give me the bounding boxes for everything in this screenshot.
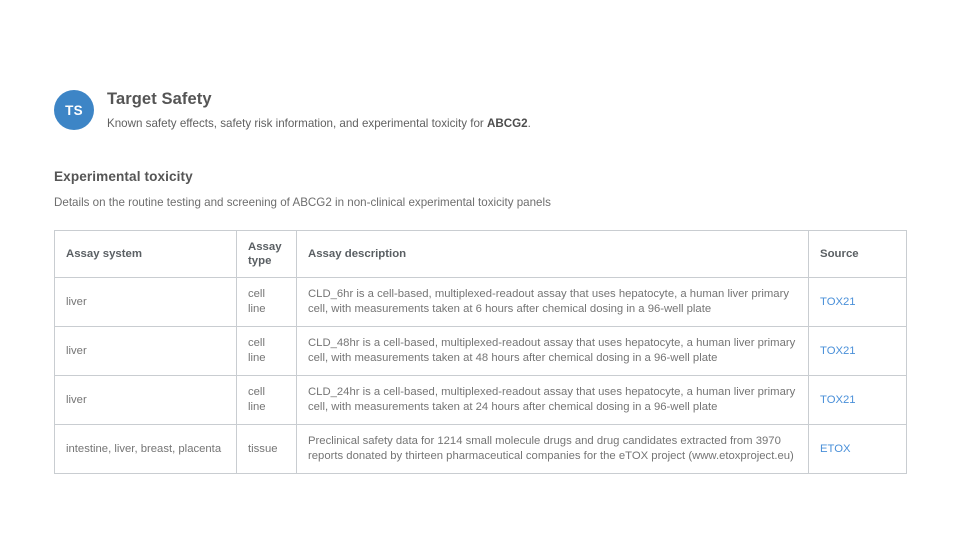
panel-subtitle-prefix: Known safety effects, safety risk information, and experimental toxicity for — [107, 117, 487, 130]
panel-header-text — [107, 88, 531, 131]
cell-source — [809, 278, 907, 327]
avatar: TS — [54, 90, 94, 130]
table-header-row — [55, 231, 907, 278]
column-header-assay-type: Assay type — [237, 231, 297, 278]
source-link[interactable]: ETOX — [820, 442, 851, 455]
page-title: Target Safety — [107, 90, 212, 108]
table-row — [55, 327, 907, 376]
panel-subtitle-target: ABCG2 — [486, 117, 528, 130]
source-link[interactable]: TOX21 — [820, 295, 856, 308]
source-link[interactable]: TOX21 — [820, 344, 856, 357]
section-title: Experimental toxicity — [54, 169, 193, 184]
cell-assay-system: liver — [55, 278, 237, 327]
cell-assay-description: Preclinical safety data for 1214 small molecule drugs and drug candidates extracted from 3970 reports donated by thirteen pharmaceutical companies for the eTOX project (www.etoxproject.eu) — [297, 425, 809, 474]
panel-subtitle — [107, 116, 531, 131]
cell-assay-system: liver — [55, 376, 237, 425]
source-link[interactable]: TOX21 — [820, 393, 856, 406]
cell-assay-system: intestine, liver, breast, placenta — [55, 425, 237, 474]
column-header-assay-description: Assay description — [297, 231, 809, 278]
table-row — [55, 425, 907, 474]
cell-source — [809, 327, 907, 376]
column-header-assay-system: Assay system — [55, 231, 237, 278]
cell-assay-type: cell line — [237, 278, 297, 327]
cell-source — [809, 425, 907, 474]
cell-assay-type: cell line — [237, 376, 297, 425]
cell-assay-type: cell line — [237, 327, 297, 376]
column-header-source: Source — [809, 231, 907, 278]
cell-assay-system: liver — [55, 327, 237, 376]
table-row — [55, 376, 907, 425]
section-description: Details on the routine testing and screening of ABCG2 in non-clinical experimental toxicity panels — [54, 196, 551, 209]
table-row — [55, 278, 907, 327]
cell-source — [809, 376, 907, 425]
table-head — [55, 231, 907, 278]
experimental-toxicity-table — [54, 230, 907, 474]
cell-assay-description: CLD_6hr is a cell-based, multiplexed-readout assay that uses hepatocyte, a human liver primary cell, with measurements taken at 6 hours after chemical dosing in a 96-well plate — [297, 278, 809, 327]
cell-assay-description: CLD_48hr is a cell-based, multiplexed-readout assay that uses hepatocyte, a human liver primary cell, with measurements taken at 48 hours after chemical dosing in a 96-well plate — [297, 327, 809, 376]
cell-assay-type: tissue — [237, 425, 297, 474]
experimental-toxicity-table-wrapper — [54, 230, 906, 474]
table-body — [55, 278, 907, 474]
panel-header — [54, 88, 914, 131]
panel-subtitle-suffix: . — [527, 117, 531, 130]
cell-assay-description: CLD_24hr is a cell-based, multiplexed-readout assay that uses hepatocyte, a human liver primary cell, with measurements taken at 24 hours after chemical dosing in a 96-well plate — [297, 376, 809, 425]
